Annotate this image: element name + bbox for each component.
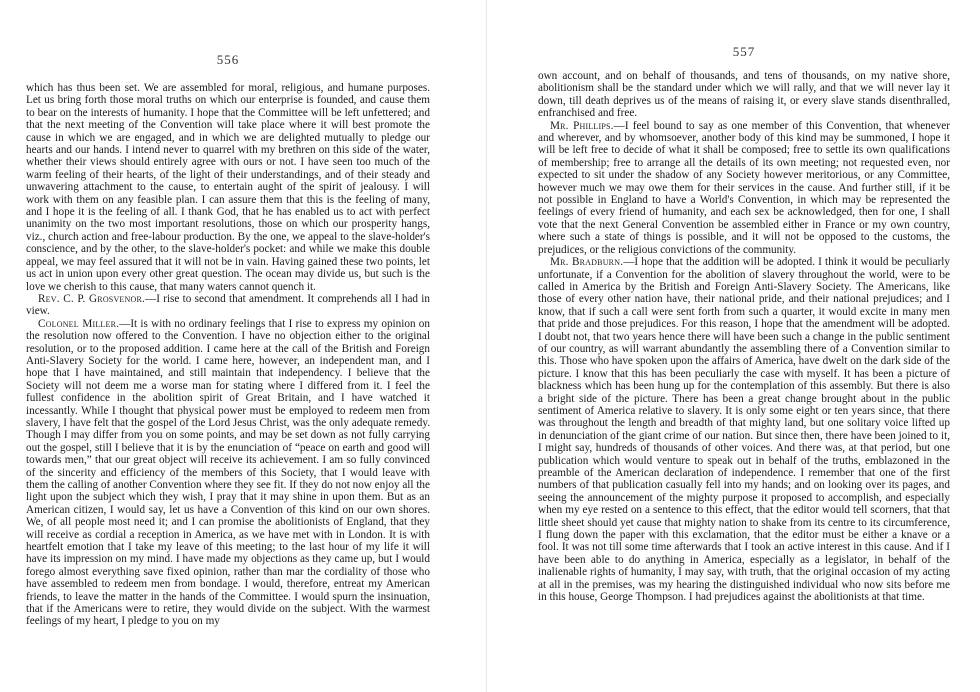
speaker-name: Mr. Bradburn. (550, 256, 624, 269)
page-number-right: 557 (732, 44, 756, 59)
paragraph (538, 120, 950, 256)
paragraph (26, 293, 430, 318)
paragraph (538, 256, 950, 603)
page-gutter (486, 0, 487, 692)
paragraph-text: —I hope that the addition will be adopted. I think it would be peculiarly unfortunate, if a Convention for the abolition of slavery throughout the world, were to be called in America by the British and Foreign Anti-Slavery Society. The Americans, like those of every other nation have, their national pride, and their national prejudices; and I know, that if such a call were sent forth from such a quarter, it would excite in many men that pride and those prejudices. For this reason, I hope that the amendment will be adopted. I doubt not, that two years hence there will have been such a change in the public sentiment of our country, as will warrant abundantly the assembling there of a Convention similar to this. Those who have spoken upon the affairs of America, have dwelt on the dark side of the picture. I know that this has been peculiarly the case with myself. It has been a picture of blackness which has been hung up for the contemplation of this assembly. But there is also a bright side of the picture. There has been a great change brought about in the public sentiment of America relative to slavery. It is only some eight or ten years since, that there was throughout the length and breadth of that mighty land, but one solitary voice lifted up in denunciation of the giant crime of our nation. But since then, there have been joined to it, I might say, hundreds of thousands of other voices. And there was, at that period, but one publication which would venture to speak out in behalf of the truths, emblazoned in the preamble of the American declaration of independence. I remember that one of the first numbers of that publication casually fell into my hands; and on looking over its pages, and seeing the announcement of the mighty purpose it proposed to accomplish, and especially when my eye rested on a sentence to this effect, that the editor would tell scorners, that that little sheet should yet cause that mighty nation to shake from its centre to its circumference, I flung down the paper with this exclamation, that the editor must be either a knave or a fool. It was not till some time afterwards that I took an active interest in this cause. And if I have been able to do anything in America, especially as a legislator, in behalf of the inalienable rights of humanity, I may say, with truth, that the original occasion of my acting at all in the premises, was my hearing the distinguished individual who now sits before me in this house, George Thompson. I had prejudices against the abolitionists at that time. (538, 256, 950, 604)
paragraph (26, 82, 430, 293)
page-number-left: 556 (216, 52, 240, 67)
paragraph-text: own account, and on behalf of thousands, and tens of thousands, on my native shore, abolitionism shall be the standard under which we will rally, and that we will never lay it down, till death deprives us of the means of raising it, or every slave stands disenthralled, enfranchised and free. (538, 70, 950, 120)
right-page (538, 0, 950, 692)
speaker-name: Mr. Phillips. (550, 119, 614, 132)
left-page (26, 0, 430, 692)
speaker-name: Colonel Miller. (38, 317, 120, 330)
paragraph (26, 318, 430, 628)
paragraph-text: which has thus been set. We are assembled for moral, religious, and humane purposes. Let us bring forth those moral truths on which our enterprise is founded, and cause them to bear on the interests of humanity. I hope that the Committee will be left unfettered; and that the next meeting of the Convention will take place where it will best promote the cause in which we are engaged, and in which we are delighted mutually to pledge our hearts and our hands. I intend never to quarrel with my brethren on this side of the water, whether their views should entirely agree with ours or not. I have seen too much of the warm feeling of their hearts, of the light of their understandings, and of their steady and unwavering attachment to the cause, to entertain aught of the spirit of jealousy. I will work with them on any feasible plan. I can assure them that this is the feeling of many, and I hope it is the feeling of all. I thank God, that he has enabled us to act with perfect unanimity on the two most important resolutions, those on which our prosperity hangs, viz., church action and free-labour production. By the one, we appeal to the slave-holder's conscience, and by the other, to the slave-holder's pocket: and while we make this double appeal, we may feel assured that it will not be in vain. Having gained these two points, let us act in union upon every other great question. The ocean may divide us, but such is the love we cherish to this cause, that many waters cannot quench it. (26, 82, 430, 293)
paragraph-text: —I feel bound to say as one member of this Convention, that whenever and wherever, and by whomsoever, another body of this kind may be summoned, I hope it will be left free to decide of what it shall be composed; free to settle its own qualifications of membership; free to arrange all the details of its own meeting; not requested even, nor expected to sit under the shadow of any Society however meritorious, or any Committee, however much we may owe them for their services in the cause. And further still, if it be not possible in England to have a World's Convention, in which may be represented the feelings of every friend of humanity, and each sex be acknowledged, then for one, I shall vote that the next General Convention be assembled either in France or my own country, where such a state of things is possible, and it will not be opposed to the customs, the prejudices, or the religious convictions of the community. (538, 119, 950, 256)
paragraph (538, 70, 950, 120)
paragraph-text: —I rise to second that amendment. It comprehends all I had in view. (26, 292, 430, 318)
paragraph-text: —It is with no ordinary feelings that I rise to express my opinion on the resolution now offered to the Convention. I have no objection either to the original resolution, or to the proposed addition. I came here at the call of the British and Foreign Anti-Slavery Society for the world. I came here, however, an independent man, and I hope that I have maintained, and still maintain that independency. I believe that the Society will not deem me a worse man for stating where I differed from it. I feel the fullest confidence in the abolition spirit of Great Britain, and I have watched it incessantly. While I thought that physical power must be employed to redeem men from slavery, I have felt that the gospel of the Lord Jesus Christ, was the only adequate remedy. Though I may differ from you on some points, and may be set down as not fully carrying out the gospel, still I believe that it is by the enunciation of “peace on earth and good will towards men,” that our great object will receive its achievement. I am so fully convinced of the sincerity and efficiency of the members of this Society, that I would leave with them the calling of another Convention where they see fit. If they do not now enjoy all the light upon the subject which they wish, I pray that it may shine in upon them. But as an American citizen, I would say, let us have a Convention of this kind on our own shores. We, of all people most need it; and I can promise the abolitionists of England, that they will receive as cordial a reception in America, as we have met with in London. It is with heartfelt emotion that I take my leave of this meeting; to the last hour of my life it will have its impression on my mind. I have made my objections as they came up, but I would forego almost everything save fixed opinion, rather than mar the cordiality of those who have assembled to redeem men from bondage. I would, therefore, entreat my American friends, to leave the matter in the hands of the Committee. I would spurn the insinuation, that if the Americans were to retire, they would divide on the subject. With the warmest feelings of my heart, I pledge to you on my (26, 317, 430, 628)
speaker-name: Rev. C. P. Grosvenor. (38, 292, 146, 305)
